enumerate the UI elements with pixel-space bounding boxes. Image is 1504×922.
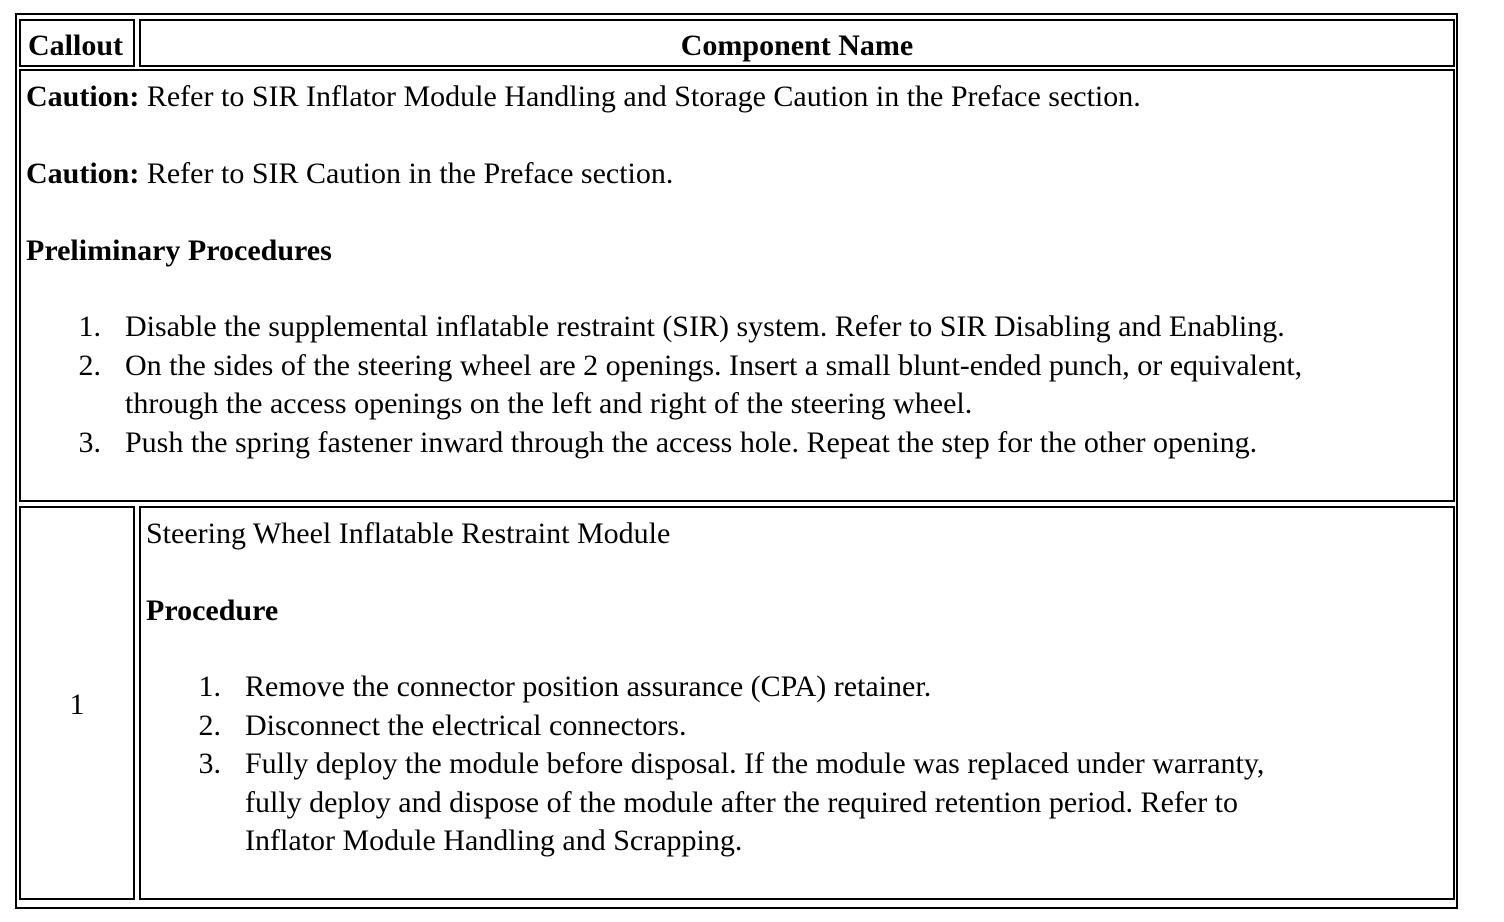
caution-text: Refer to SIR Caution in the Preface section. bbox=[139, 157, 674, 190]
step-number: 1. bbox=[78, 310, 101, 343]
callout-header-cell bbox=[19, 19, 135, 67]
step-text: Disconnect the electrical connectors. bbox=[245, 708, 687, 742]
list-item bbox=[191, 707, 1264, 746]
step-text: Push the spring fastener inward through the access hole. Repeat the step for the other opening. bbox=[125, 425, 1258, 459]
step-text: Remove the connector position assurance (CPA) retainer. bbox=[245, 670, 932, 703]
list-item bbox=[191, 745, 1264, 861]
component-name-header: Component Name bbox=[680, 29, 914, 62]
step-number: 1. bbox=[198, 670, 221, 703]
caution-note bbox=[26, 159, 673, 189]
list-item bbox=[71, 347, 1302, 424]
step-text: fully deploy and dispose of the module after the required retention period. Refer to bbox=[245, 785, 1239, 819]
preliminary-steps bbox=[71, 308, 1302, 462]
step-number: 3. bbox=[198, 747, 221, 780]
component-name: Steering Wheel Inflatable Restraint Module bbox=[146, 517, 671, 550]
procedure-steps bbox=[191, 668, 1264, 861]
step-number: 2. bbox=[198, 708, 221, 742]
step-text: Fully deploy the module before disposal. If the module was replaced under warranty, bbox=[245, 747, 1265, 780]
caution-label: Caution: bbox=[26, 80, 140, 113]
component-cell bbox=[139, 506, 1455, 900]
procedure-heading: Procedure bbox=[146, 594, 279, 627]
preliminary-heading: Preliminary Procedures bbox=[26, 234, 332, 267]
step-text: Inflator Module Handling and Scrapping. bbox=[245, 824, 743, 857]
caution-label: Caution: bbox=[26, 157, 140, 190]
step-text: Disable the supplemental inflatable restraint (SIR) system. Refer to SIR Disabling and Enabling. bbox=[125, 310, 1285, 343]
callout-header: Callout bbox=[28, 29, 124, 62]
step-number: 3. bbox=[78, 425, 101, 459]
list-item bbox=[71, 308, 1302, 347]
step-number: 2. bbox=[78, 348, 101, 382]
step-text: On the sides of the steering wheel are 2 openings. Insert a small blunt-ended punch, or equivalent, bbox=[125, 348, 1303, 382]
callout-number: 1 bbox=[69, 688, 85, 721]
step-text: through the access openings on the left and right of the steering wheel. bbox=[125, 387, 973, 420]
callout-cell bbox=[19, 506, 135, 900]
list-item bbox=[191, 668, 1264, 707]
component-name-header-cell bbox=[139, 19, 1455, 67]
caution-note bbox=[26, 82, 1141, 112]
list-item bbox=[71, 424, 1302, 463]
caution-text: Refer to SIR Inflator Module Handling and Storage Caution in the Preface section. bbox=[139, 80, 1141, 113]
preliminary-cell bbox=[19, 69, 1455, 502]
